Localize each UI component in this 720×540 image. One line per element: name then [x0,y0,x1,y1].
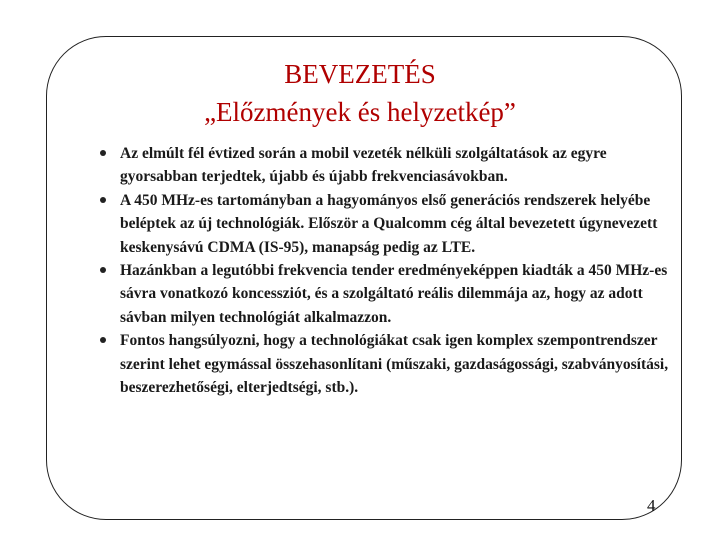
title-subheading: „Előzmények és helyzetkép” [204,97,516,127]
bullet-item [99,329,674,399]
bullet-item [99,189,674,259]
bullet-list [99,142,674,399]
page-number: 4 [647,496,656,515]
bullet-dot-icon [100,197,106,203]
bullet-dot-icon [100,337,106,343]
bullet-item [99,259,674,329]
bullet-text: Hazánkban a legutóbbi frekvencia tender eredményeképpen kiadták a 450 MHz-es sávra vonatkozó koncessziót, és a szolgáltató reális dilemmája az, hogy az adott sávban milyen technológiát alkalmazzon. [120,262,668,326]
bullet-item [99,142,674,189]
bullet-text: Fontos hangsúlyozni, hogy a technológiákat csak igen komplex szempontrendszer szerint lehet egymással összehasonlítani (műszaki, gazdaságossági, szabványosítási, beszerezhetőségi, elterjedtségi, stb.). [120,332,669,397]
bullet-dot-icon [100,267,106,273]
title-heading: BEVEZETÉS [284,59,436,89]
slide-title [0,55,720,131]
bullet-dot-icon [100,150,106,156]
bullet-text: A 450 MHz-es tartományban a hagyományos első generációs rendszerek helyébe beléptek az új technológiák. Először a Qualcomm cég által bevezetett úgynevezett keskenysávú CDMA (IS-95), manapság pedig az LTE. [120,191,658,256]
bullet-text: Az elmúlt fél évtized során a mobil vezeték nélküli szolgáltatások az egyre gyorsabban terjedtek, újabb és újabb frekvenciasávokban. [120,145,607,186]
